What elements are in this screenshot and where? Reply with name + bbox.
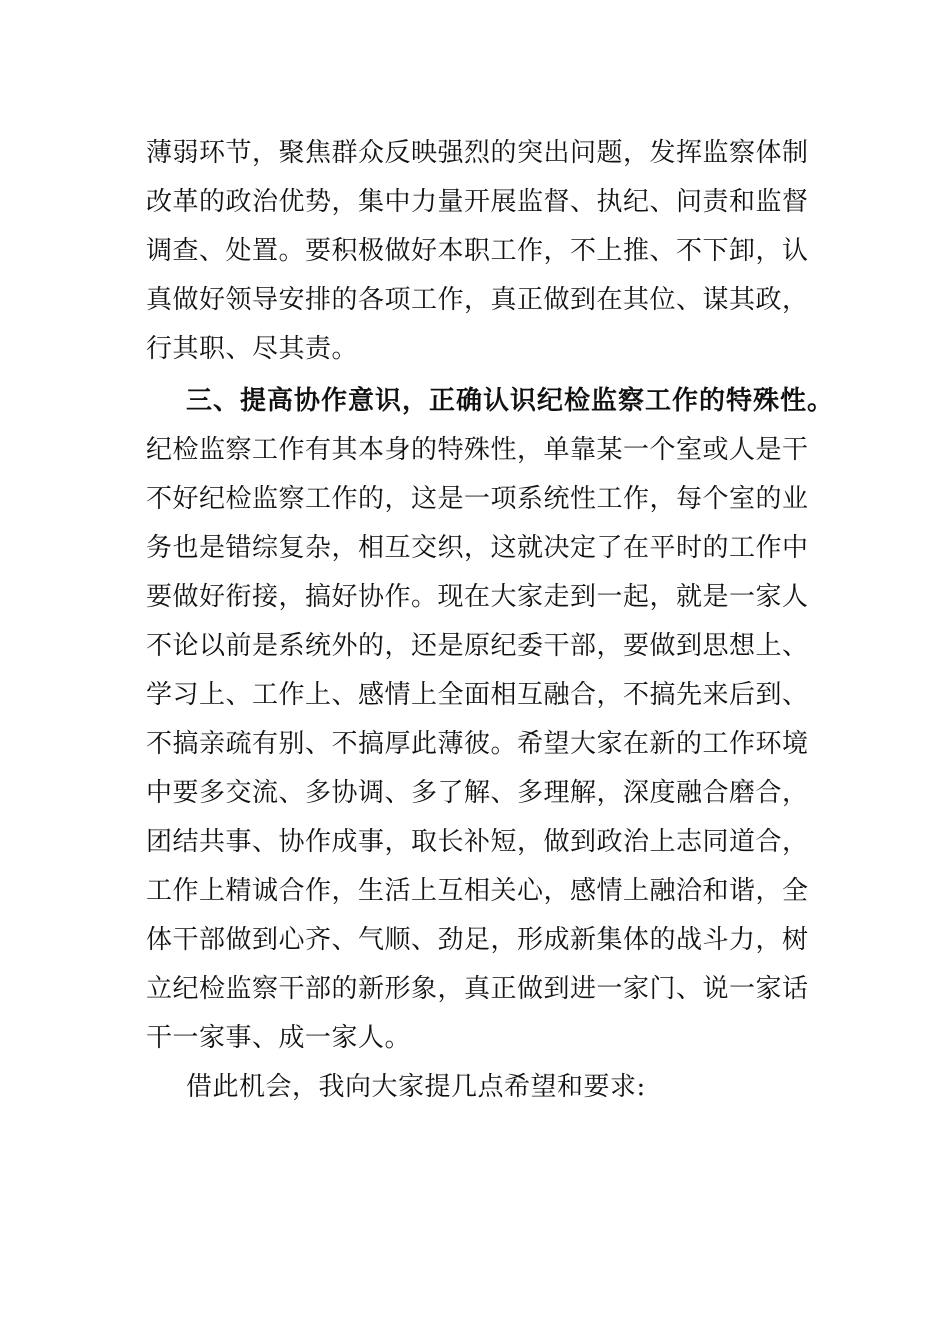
- paragraph-line: 学习上、工作上、感情上全面相互融合，不搞先来后到、: [146, 680, 809, 710]
- paragraph-line: 工作上精诚合作，生活上互相关心，感情上融洽和谐，全: [146, 876, 809, 906]
- paragraph-line: 行其职、尽其责。: [146, 334, 359, 364]
- paragraph-line: 干一家事、成一家人。: [146, 1023, 412, 1053]
- paragraph-line: 不论以前是系统外的，还是原纪委干部，要做到思想上、: [146, 631, 809, 661]
- paragraph-line: 真做好领导安排的各项工作，真正做到在其位、谋其政，: [146, 285, 809, 315]
- section-heading: 三、提高协作意识，正确认识纪检监察工作的特殊性。: [186, 386, 835, 416]
- paragraph-line: 不搞亲疏有别、不搞厚此薄彼。希望大家在新的工作环境: [146, 729, 809, 759]
- paragraph-line: 调查、处置。要积极做好本职工作，不上推、不下卸，认: [146, 236, 809, 266]
- closing-line: 借此机会，我向大家提几点希望和要求:: [186, 1072, 646, 1102]
- paragraph-line: 团结共事、协作成事，取长补短，做到政治上志同道合，: [146, 827, 809, 857]
- paragraph-line: 改革的政治优势，集中力量开展监督、执纪、问责和监督: [146, 187, 809, 217]
- paragraph-line: 务也是错综复杂，相互交织，这就决定了在平时的工作中: [146, 533, 809, 563]
- paragraph-line: 中要多交流、多协调、多了解、多理解，深度融合磨合，: [146, 778, 809, 808]
- paragraph-line: 不好纪检监察工作的，这是一项系统性工作，每个室的业: [146, 484, 809, 514]
- paragraph-line: 体干部做到心齐、气顺、劲足，形成新集体的战斗力，树: [146, 925, 809, 955]
- paragraph-line: 纪检监察工作有其本身的特殊性，单靠某一个室或人是干: [146, 435, 809, 465]
- paragraph-line: 薄弱环节，聚焦群众反映强烈的突出问题，发挥监察体制: [146, 138, 809, 168]
- paragraph-line: 立纪检监察干部的新形象，真正做到进一家门、说一家话: [146, 974, 809, 1004]
- paragraph-line: 要做好衔接，搞好协作。现在大家走到一起，就是一家人: [146, 582, 809, 612]
